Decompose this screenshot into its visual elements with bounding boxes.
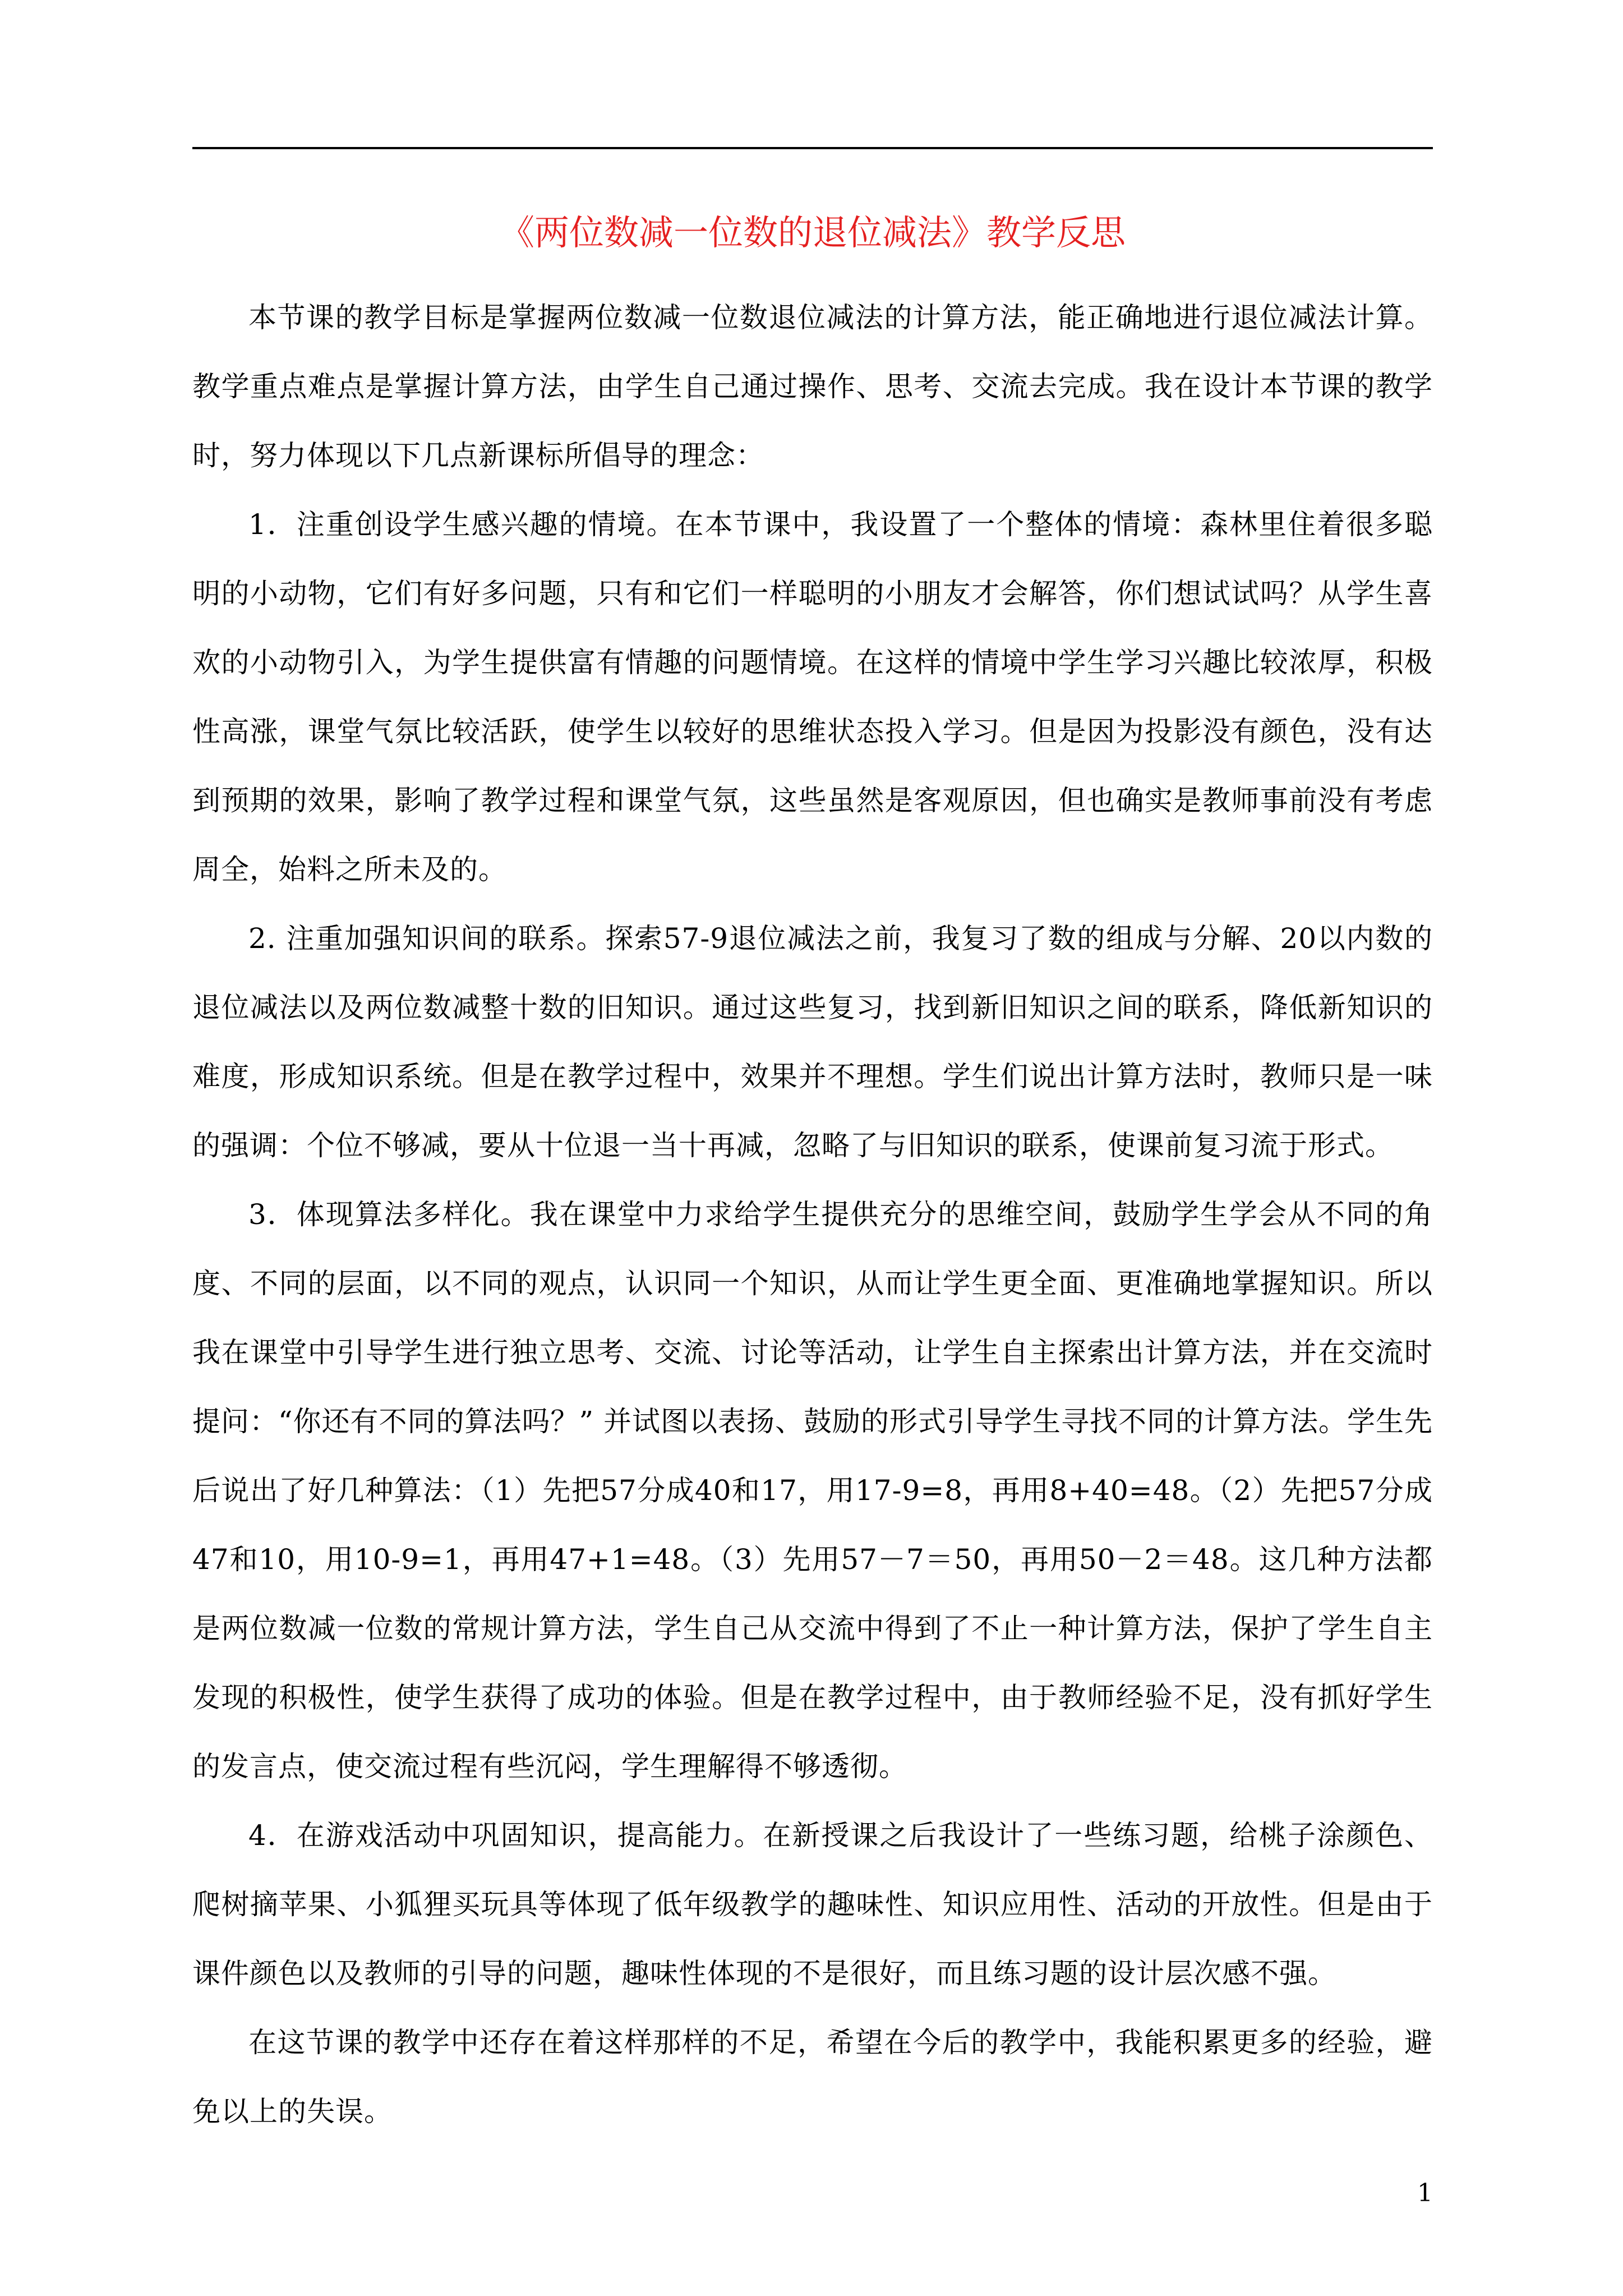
document-body: [192, 283, 1433, 2146]
document-title: 《两位数减一位数的退位减法》教学反思: [499, 212, 1126, 253]
paragraph-point-3: 3．体现算法多样化。我在课堂中力求给学生提供充分的思维空间，鼓励学生学会从不同的角度、不同的层面，以不同的观点，认识同一个知识，从而让学生更全面、更准确地掌握知识。所以我在课堂中引导学生进行独立思考、交流、讨论等活动，让学生自主探索出计算方法，并在交流时提问：“你还有不同的算法吗？” 并试图以表扬、鼓励的形式引导学生寻找不同的计算方法。学生先后说出了好几种算法：（1）先把57分成40和17，用17-9=8，再用8+40=48。（2）先把57分成47和10，用10-9=1，再用47+1=48。（3）先用57－7＝50，再用50－2＝48。这几种方法都是两位数减一位数的常规计算方法，学生自己从交流中得到了不止一种计算方法，保护了学生自主发现的积极性，使学生获得了成功的体验。但是在教学过程中，由于教师经验不足，没有抓好学生的发言点，使交流过程有些沉闷，学生理解得不够透彻。: [192, 1198, 1433, 1783]
paragraph-intro: 本节课的教学目标是掌握两位数减一位数退位减法的计算方法，能正确地进行退位减法计算。教学重点难点是掌握计算方法，由学生自己通过操作、思考、交流去完成。我在设计本节课的教学时，努力体现以下几点新课标所倡导的理念：: [192, 301, 1433, 472]
paragraph-point-2: 2. 注重加强知识间的联系。探索57-9退位减法之前，我复习了数的组成与分解、20以内数的退位减法以及两位数减整十数的旧知识。通过这些复习，找到新旧知识之间的联系，降低新知识的难度，形成知识系统。但是在教学过程中，效果并不理想。学生们说出计算方法时，教师只是一味的强调：个位不够减，要从十位退一当十再减，忽略了与旧知识的联系，使课前复习流于形式。: [192, 922, 1433, 1162]
paragraph-conclusion: 在这节课的教学中还存在着这样那样的不足，希望在今后的教学中，我能积累更多的经验，避免以上的失误。: [192, 2026, 1433, 2128]
page-number: 1: [1417, 2179, 1433, 2207]
paragraph-point-4: 4．在游戏活动中巩固知识，提高能力。在新授课之后我设计了一些练习题，给桃子涂颜色、爬树摘苹果、小狐狸买玩具等体现了低年级教学的趣味性、知识应用性、活动的开放性。但是由于课件颜色以及教师的引导的问题，趣味性体现的不是很好，而且练习题的设计层次感不强。: [192, 1819, 1433, 1990]
paragraph-point-1: 1．注重创设学生感兴趣的情境。在本节课中，我设置了一个整体的情境：森林里住着很多聪明的小动物，它们有好多问题，只有和它们一样聪明的小朋友才会解答，你们想试试吗？从学生喜欢的小动物引入，为学生提供富有情趣的问题情境。在这样的情境中学生学习兴趣比较浓厚，积极性高涨，课堂气氛比较活跃，使学生以较好的思维状态投入学习。但是因为投影没有颜色，没有达到预期的效果，影响了教学过程和课堂气氛，这些虽然是客观原因，但也确实是教师事前没有考虑周全，始料之所未及的。: [192, 508, 1433, 886]
header-rule: [192, 147, 1433, 149]
